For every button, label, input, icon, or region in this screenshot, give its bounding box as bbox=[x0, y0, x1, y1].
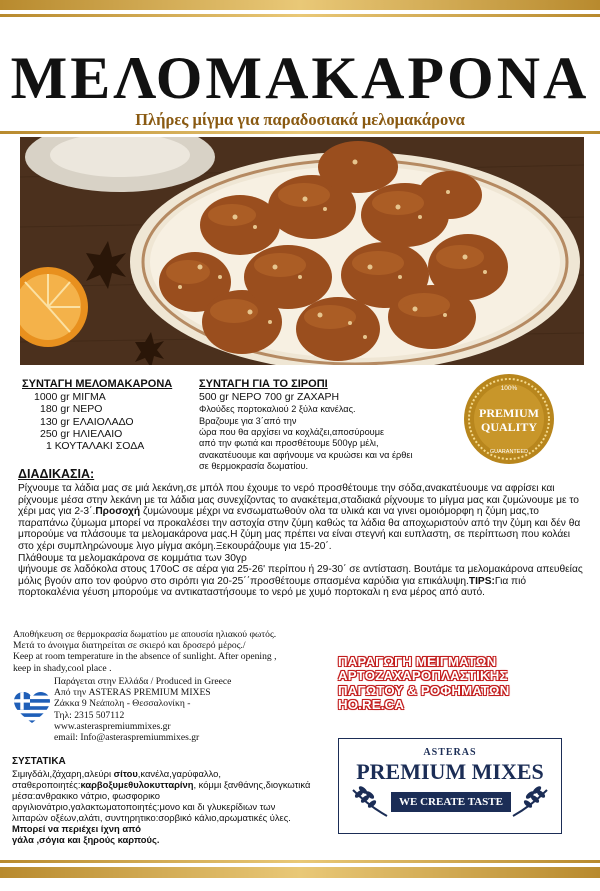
bottom-gold-line bbox=[0, 860, 600, 863]
seal-bottom-text: GUARANTEED bbox=[489, 449, 529, 455]
recipe-item: 130 gr ΕΛΑΙΟΛΑΔΟ bbox=[40, 415, 134, 428]
procedure-warning-label: Προσοχή bbox=[95, 506, 141, 518]
procedure-tips-label: TIPS: bbox=[468, 575, 495, 587]
seal-line1: PREMIUM bbox=[479, 406, 539, 420]
producer-info: Παράγεται στην Ελλάδα / Produced in Greece Από την ASTERAS PREMIUM MIXES Ζάκκα 9 Νεάπολη - Θεσσαλονίκη - Τηλ: 2315 507112 www.asteraspremiummixes.gr email: Info@asteraspremiummixes.gr bbox=[54, 676, 314, 743]
product-title: ΜΕΛΟΜΑΚΑΡΟΝΑ bbox=[10, 45, 590, 111]
recipe-item: 180 gr ΝΕΡΟ bbox=[40, 403, 103, 416]
production-promo-title: ΠΑΡΑΓΩΓΗ ΜΕΙΓΜΑΤΩΝ ΑΡΤΟΖΑΧΑΡΟΠΛΑΣΤΙΚΗΣ ΠΑΓΩΤΟΥ & ΡΟΦΗΜΑΤΩΝ HO.RE.CA bbox=[338, 654, 510, 713]
recipe-item: 250 gr ΗΛΙΕΛΑΙΟ bbox=[40, 427, 123, 440]
seal-line2: QUALITY bbox=[480, 420, 538, 434]
syrup-step: ανακατέυουμε και αφήνουμε να κρυώσει και να έρθει bbox=[199, 449, 413, 460]
premium-quality-seal bbox=[463, 373, 555, 470]
syrup-step: Βραζουμε για 3΄από την bbox=[199, 415, 297, 426]
procedure-text bbox=[18, 483, 584, 599]
syrup-step: σε θερμοκρασία δωματίου. bbox=[199, 460, 309, 471]
top-gold-band bbox=[0, 0, 600, 10]
top-gold-line bbox=[0, 14, 600, 17]
procedure-title: ΔΙΑΔΙΚΑΣΙΑ: bbox=[18, 467, 95, 481]
storage-instructions: Αποθήκευση σε θερμοκρασία δωματίου με απουσία ηλιακού φωτός. Μετά το άνοιγμα διατηρείται σε σκιερό και δροσερό μέρος./ Keep at room temperature in the absence of sunlight. After opening , keep in shady,cool place . bbox=[13, 629, 277, 674]
allergen-warning: γάλα ,σόγια και ξηρούς καρπούς. bbox=[12, 834, 160, 845]
melomakarona-plate-image bbox=[20, 137, 584, 365]
logo-brand-large: PREMIUM MIXES bbox=[356, 759, 544, 784]
ingredients-text: Σιμιγδάλι,ζάχαρη,αλεύρι σίτου,κανέλα,γαρύφαλλο, σταθεροποιητές:καρβοξυμεθυλοκυτταρίνη, κόμμι ξανθάνης,διογκωτικά μέσα:ανθρακικο νάτριο, φωσφορικο αργιλιονάτριο,γαλακτωματοποιητές:μονο και δι γλυκερίδιων των λιπαρών οξέων,αλάτι, συντηρητικο:σορβικό κάλιο,αρωματικές ύλες. bbox=[12, 768, 311, 823]
email-link[interactable]: email: Info@asteraspremiummixes.gr bbox=[54, 732, 200, 744]
syrup-step: ώρα που θα αρχίσει να κοχλάζει,αποσύρουμε bbox=[199, 427, 385, 437]
wheat-right-icon bbox=[511, 786, 551, 818]
syrup-quantities: 500 gr ΝΕΡΟ 700 gr ΖΑΧΑΡΗ bbox=[199, 391, 340, 404]
syrup-section bbox=[199, 378, 469, 472]
procedure-paragraph: Ρίχνουμε τα λάδια μας σε μιά λεκάνη,σε μπόλ που έχουμε το νερό προσθέτουμε την σόδα,ανακατέυουμε να αφρίσει και ρίχνουμε μέσα στην λεκάνη με τα λάδια μας συνεχίζοντας το ανακέτεμα,σταδιακά ρίχνουμε το μίγμα μας και ζυμώνουμε με το χέρι μας για 2-3΄.Προσοχή ζυμώνουμε μέχρι να ενσωματωθούν ολα τα υλικά και να γινει ομοιόμορφη η ζύμη μας,το παραπάνω ζύμωμα μπορεί να προκαλέσει την αστοχία στην ζύμη καθώς τα λάδια θα αποχωριστούν από την ζύμη και δέν θα μπορούμε να πλάσουμε τα μελομακάρονα μας.Η ζύμη μας πρέπει να είναι στεγνή και ευπλαστη, σε περίπτωση που κολάει στο χέρι συμπληρώνουμε λιγο μίγμα ακόμη.Ξεκουράζουμε για 15-20΄. bbox=[18, 483, 581, 552]
logo-tagline: WE CREATE TASTE bbox=[391, 792, 511, 812]
logo-brand-small: ASTERAS bbox=[423, 747, 477, 758]
product-subtitle: Πλήρες μίγμα για παραδοσιακά μελομακάρονα bbox=[135, 110, 465, 129]
wheat-left-icon bbox=[349, 786, 389, 818]
syrup-step: από την φωτιά και προσθέτουμε 500γρ μέλι, bbox=[199, 438, 379, 449]
product-photo bbox=[20, 137, 584, 365]
recipe-item: 1000 gr ΜΙΓΜΑ bbox=[34, 391, 106, 404]
ingredients-title: ΣΥΣΤΑΤΙΚΑ bbox=[12, 756, 66, 767]
website-link[interactable]: www.asteraspremiummixes.gr bbox=[54, 720, 171, 732]
title-gold-line bbox=[0, 131, 600, 134]
procedure-paragraph: Πλάθουμε τα μελομακάρονα σε κομμάτια των 30γρ bbox=[18, 552, 247, 564]
asteras-premium-mixes-logo bbox=[338, 738, 562, 834]
bottom-gold-band bbox=[0, 867, 600, 878]
syrup-step: Φλούδες πορτοκαλιού 2 ξύλα κανέλας. bbox=[199, 404, 356, 415]
recipe-item: 1 ΚΟΥΤΑΛΑΚΙ ΣΟΔΑ bbox=[46, 440, 145, 453]
procedure-paragraph: ψήνουμε σε λαδόκολα στους 170oC σε αέρα για 25-26' περίπου ή 29-30΄ σε αντίσταση. Βουτάμε τα μελομακάρονα απευθείας μόλις βγούν απο τον φούρνο στο σιρόπι για 20-25΄΄προσθέτουμε σπασμένα καρύδια για επικάλυψη.TIPS:Για πιό πορτοκαλένια γέυση μπορούμε να αντικαταστήσουμε το νερό με χυμό πορτοκαλι η ενα μέρος από αυτό. bbox=[18, 564, 583, 599]
recipe-section bbox=[22, 378, 187, 452]
seal-top-text: 100% bbox=[500, 385, 518, 392]
allergen-warning: Μπορεί να περιέχει ίχνη από bbox=[12, 823, 142, 834]
syrup-title: ΣΥΝΤΑΓΗ ΓΙΑ ΤΟ ΣΙΡΟΠΙ bbox=[199, 378, 328, 390]
ingredients-section bbox=[12, 756, 312, 845]
recipe-title: ΣΥΝΤΑΓΗ ΜΕΛΟΜΑΚΑΡΟΝΑ bbox=[22, 378, 173, 390]
greek-flag-heart-icon bbox=[14, 692, 50, 729]
